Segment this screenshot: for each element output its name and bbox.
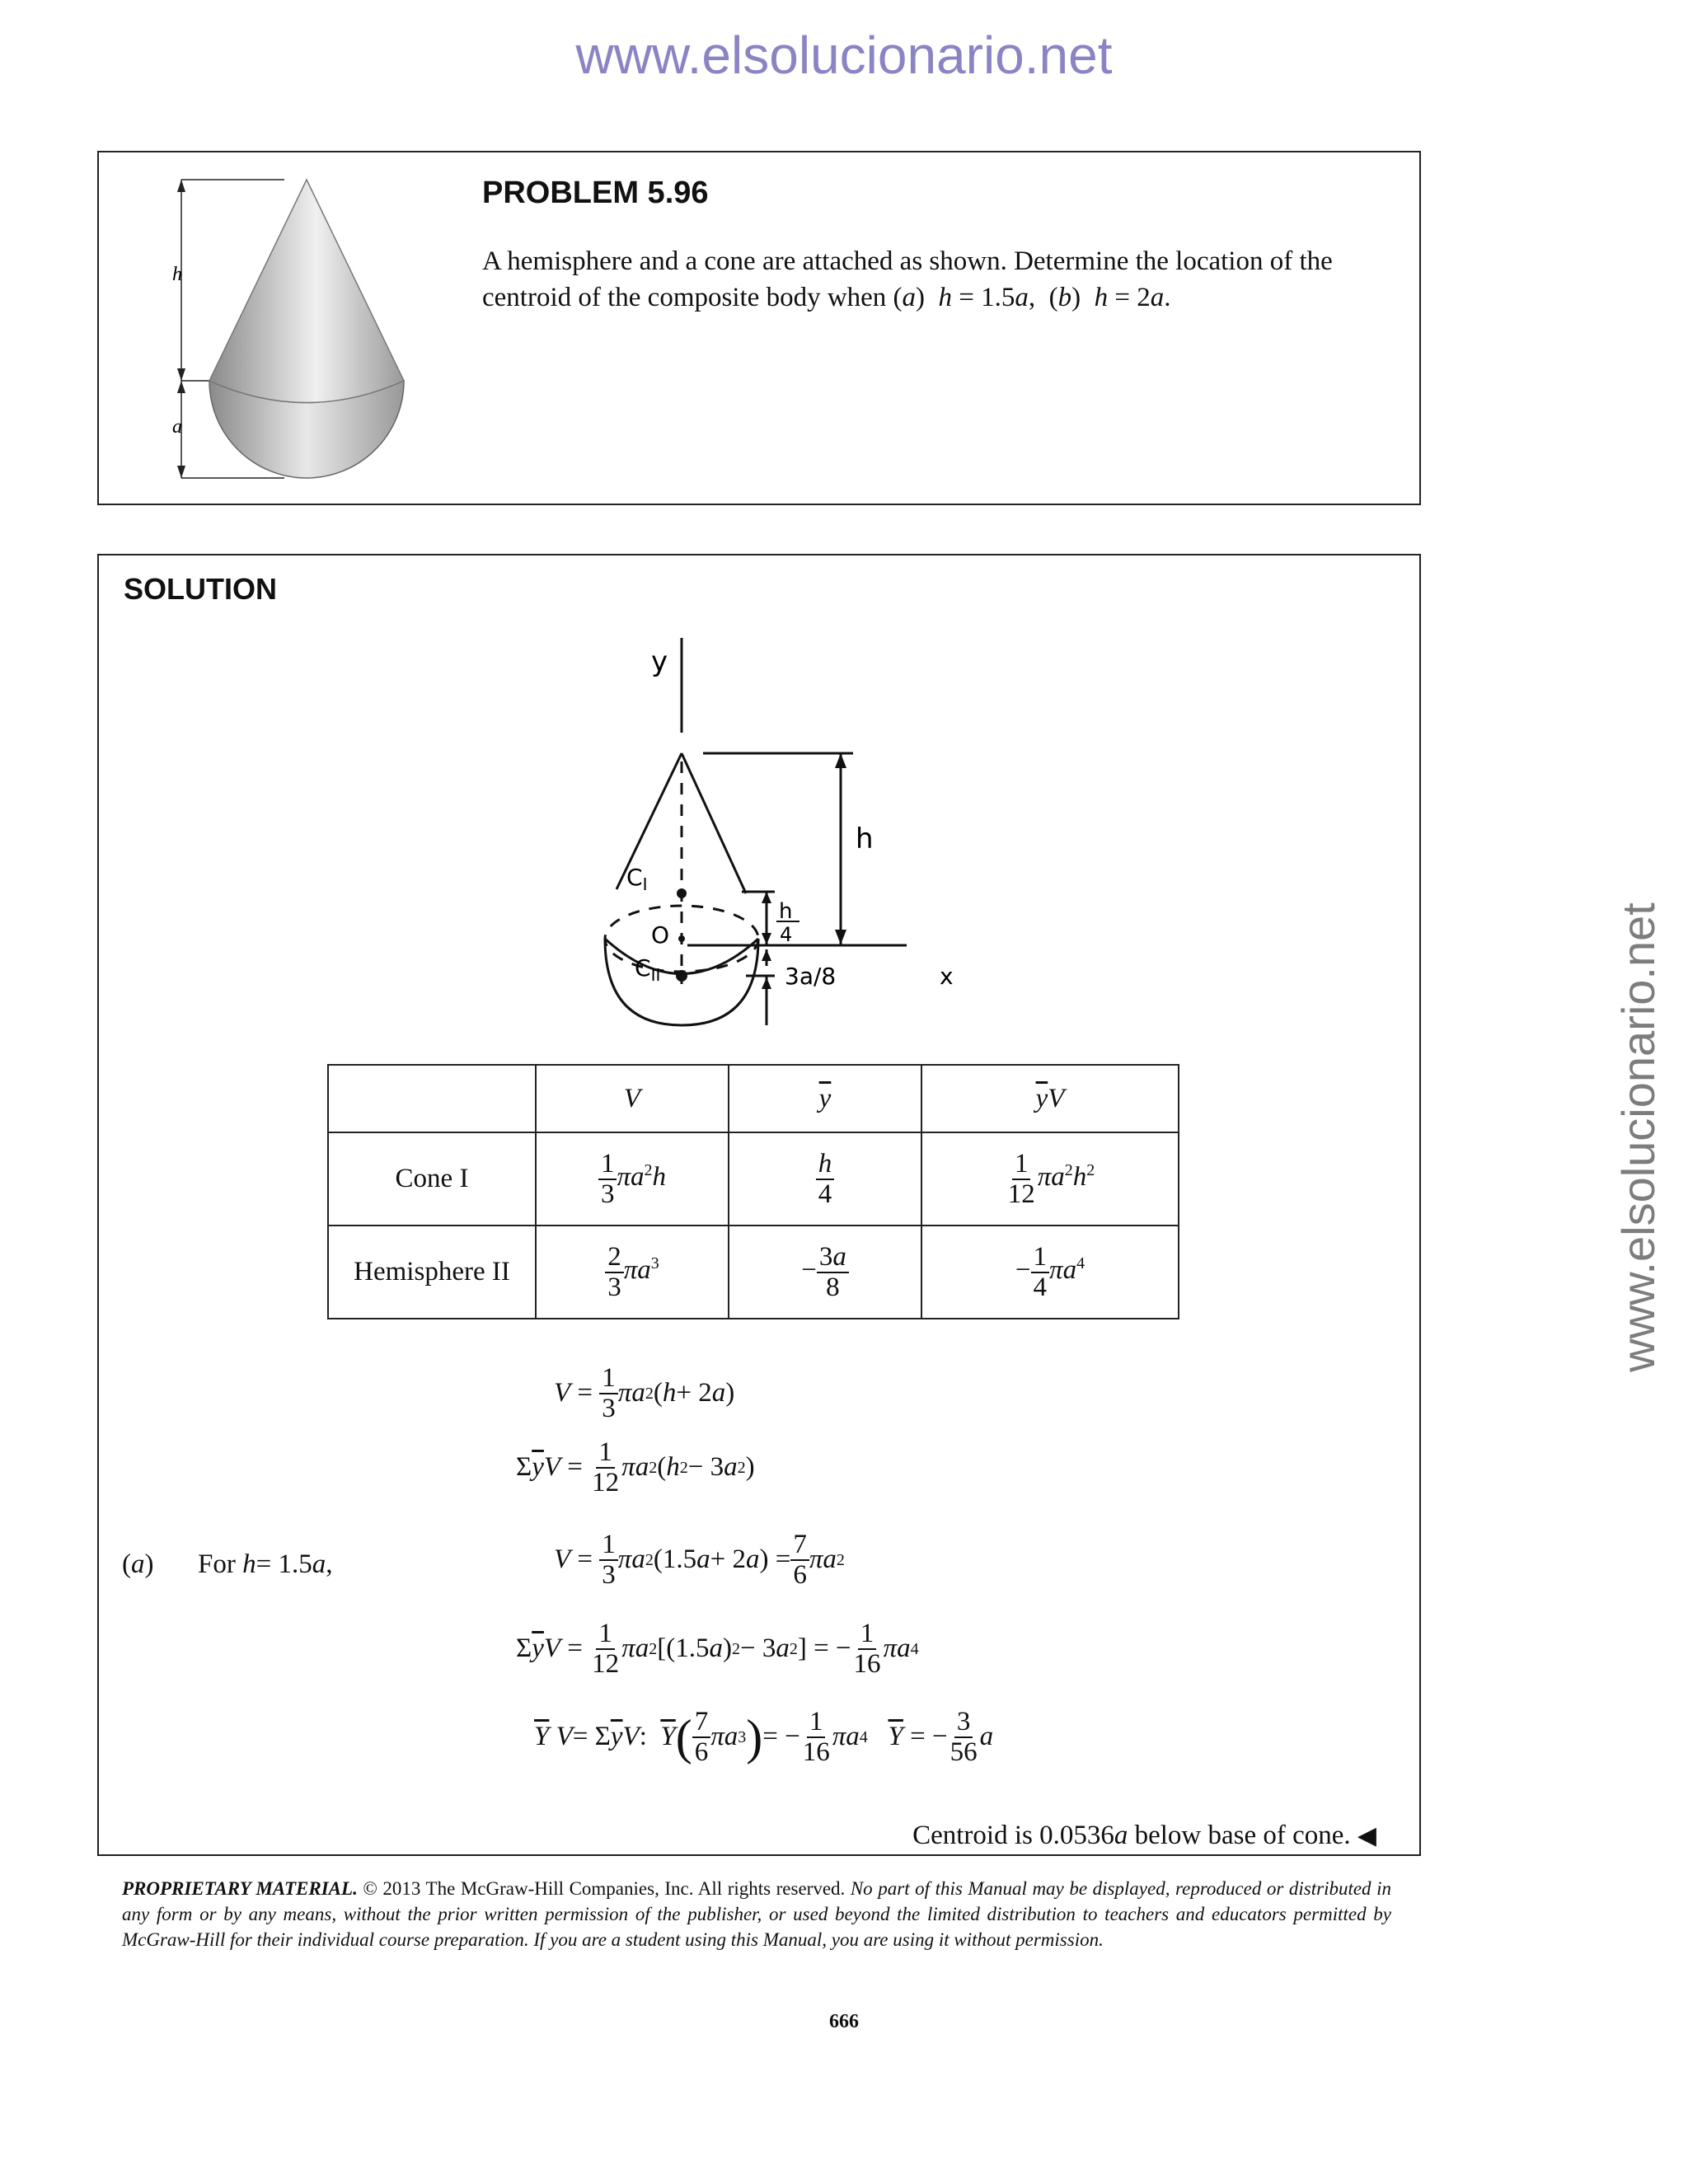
- equation-a-sum-yv: Σ $\overline{y}$ V = $\frac{1}{12}$ πa 2 [(1.5 a ) 2 − 3 a 2 ] = − $\frac{1}{16}$ πa 4: [516, 1619, 919, 1679]
- sketch-label-o: O: [651, 921, 670, 949]
- cone-hemisphere-figure: [132, 152, 478, 499]
- header-yv: $\overline{y}V$: [921, 1065, 1179, 1132]
- sketch-label-h4-num: h: [779, 899, 793, 924]
- equation-total-volume: V = $\frac{1}{3}$ πa 2 ( h + 2 a ): [554, 1363, 735, 1423]
- cell-cone-v: $\frac{1}{3}$ $\pi a^2h$: [536, 1132, 729, 1226]
- part-a-condition: For h = 1.5 a ,: [198, 1549, 333, 1579]
- cell-hemi-v: $\frac{2}{3}$ $\pi a^3$: [536, 1226, 729, 1319]
- watermark-side: www.elsolucionario.net: [1612, 902, 1664, 1372]
- sketch-label-h: h: [856, 823, 874, 855]
- figure-label-a: a: [172, 416, 182, 438]
- sketch-label-c1: $C_I$: [626, 864, 648, 894]
- cell-hemi-y: − $\frac{3a}{8}$: [729, 1226, 921, 1319]
- page-number: 666: [829, 2011, 859, 2032]
- solution-sketch: [577, 638, 973, 1066]
- sketch-label-y: y: [651, 645, 668, 678]
- row-label-hemisphere: Hemisphere II: [328, 1226, 536, 1319]
- problem-title: PROBLEM 5.96: [482, 176, 709, 210]
- part-a-label: ( a ): [122, 1549, 154, 1579]
- problem-box: [97, 151, 1421, 505]
- sketch-label-c2: $C_{II}$: [635, 954, 661, 985]
- copyright-footer: PROPRIETARY MATERIAL. © 2013 The McGraw-Hill Companies, Inc. All rights reserved. No part of this Manual may be displayed, reproduced or distributed in any form or by any means, without the prior written permission of the publisher, or used beyond the limited distribution to teachers and educators permitted by McGraw-Hill for their individual course preparation. If you are a student using this Manual, you are using it without permission.: [122, 1878, 1392, 1950]
- sketch-label-x: x: [940, 963, 954, 990]
- solution-title: SOLUTION: [124, 572, 277, 606]
- row-label-cone: Cone I: [328, 1132, 536, 1226]
- cell-cone-y: $\frac{h}{4}$: [729, 1132, 921, 1226]
- equation-sum-yv: Σ $\overline{y}$ V = $\frac{1}{12}$ πa 2 ( h 2 − 3 a 2 ): [516, 1437, 755, 1497]
- equation-a-centroid: $\overline{Y}$ V = Σ $\overline{y}$ V : $\overline{Y}$ ( $\frac{7}{6}$ πa 3 ) = − $\frac{1}{16}$ πa 4 $\overline{Y}$ = − $\frac{3}{56}$ a: [534, 1707, 994, 1767]
- figure-label-h: h: [172, 264, 182, 285]
- cell-hemi-yv: − $\frac{1}{4}$ $\pi a^4$: [921, 1226, 1179, 1319]
- equation-a-volume: V = $\frac{1}{3}$ πa 2 (1.5 a + 2 a ) = $\frac{7}{6}$ πa 2: [554, 1530, 845, 1590]
- sketch-label-3a8: 3a/8: [785, 963, 837, 990]
- problem-statement: A hemisphere and a cone are attached as shown. Determine the location of the centroid of the composite body when (a) h = 1.5a, (b) h = 2a.: [482, 246, 1333, 312]
- watermark-top: www.elsolucionario.net: [575, 26, 1113, 85]
- centroid-result: Centroid is 0.0536a below base of cone. ◀: [912, 1821, 1376, 1850]
- sketch-label-h4-den: 4: [780, 923, 793, 946]
- header-v: V: [536, 1065, 729, 1132]
- header-y: $\overline{y}$: [729, 1065, 921, 1132]
- header-empty: [328, 1065, 536, 1132]
- centroid-table: [327, 1064, 1179, 1319]
- cell-cone-yv: $\frac{1}{12}$ $\pi a^2h^2$: [921, 1132, 1179, 1226]
